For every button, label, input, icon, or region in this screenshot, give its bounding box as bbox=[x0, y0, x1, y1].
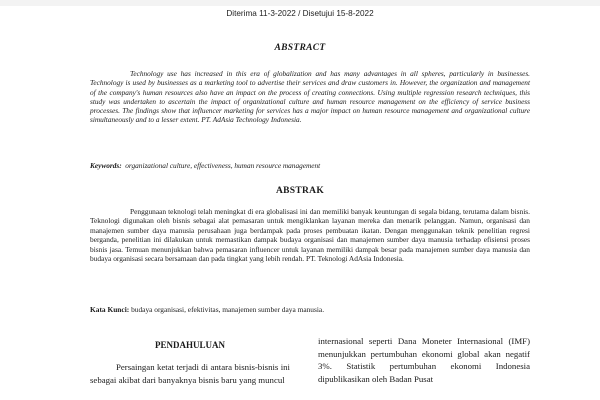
abstract-text: Technology use has increased in this era of globalization and has many advantages in all spheres, particularly in businesses. Technology is used by businesses as a marketing tool to advertise their services and draw customers in. However, the organization and management of the company's human resources also have an impact on the process of creating connections. Using multiple regression research techniques, this study was undertaken to ascertain the impact of organizational culture and human resource management on the efficiency of service business processes. The findings show that influencer marketing for services has a major impact on human resource management and organizational culture simultaneously and to a lesser extent. PT. AdAsia Technology Indonesia. bbox=[90, 69, 530, 125]
abstrak-text: Penggunaan teknologi telah meningkat di era globalisasi ini dan memiliki banyak keuntungan di segala bidang, terutama dalam bisnis. Teknologi digunakan oleh bisnis sebagai alat pemasaran untuk mengiklankan layanan mereka dan menarik pelanggan. Namun, organisasi dan manajemen sumber daya manusia perusahaan juga berdampak pada proses pembuatan ikatan. Dengan menggunakan teknik penelitian regresi berganda, penelitian ini dilakukan untuk memastikan dampak budaya organisasi dan manajemen sumber daya manusia terhadap efisiensi proses bisnis jasa. Temuan menunjukkan bahwa pemasaran influencer untuk layanan memiliki dampak besar pada manajemen sumber daya manusia dan budaya organisasi secara bersamaan dan pada tingkat yang lebih rendah. PT. Teknologi AdAsia Indonesia. bbox=[90, 207, 530, 264]
abstrak-body bbox=[90, 207, 530, 263]
introduction-left-text: Persaingan ketat terjadi di antara bisnis-bisnis ini sebagai akibat dari banyaknya bisnis baru yang muncul bbox=[90, 362, 290, 385]
kata-kunci-text: budaya organisasi, efektivitas, manajemen sumber daya manusia. bbox=[131, 305, 325, 314]
abstrak-heading: ABSTRAK bbox=[275, 186, 325, 196]
page-top-strip bbox=[0, 0, 600, 6]
abstract-body bbox=[90, 69, 530, 125]
keywords-text: organizational culture, effectiveness, human resource management bbox=[125, 161, 321, 170]
kata-kunci-label: Kata Kunci: bbox=[90, 305, 130, 314]
received-approved-dates: Diterima 11-3-2022 / Disetujui 15-8-2022 bbox=[226, 9, 374, 18]
keywords-label: Keywords: bbox=[90, 161, 122, 170]
introduction-heading: PENDAHULUAN bbox=[154, 340, 225, 350]
abstract-keywords bbox=[90, 161, 530, 170]
introduction-right-column: internasional seperti Dana Moneter Internasional (IMF) menunjukkan pertumbuhan ekonomi global akan negatif 3%. Statistik pertumbuhan ekonomi Indonesia dipublikasikan oleh Badan Pusat bbox=[318, 336, 530, 384]
abstract-heading: ABSTRACT bbox=[274, 43, 326, 53]
introduction-left-column bbox=[90, 361, 290, 400]
abstrak-keywords bbox=[90, 305, 530, 314]
